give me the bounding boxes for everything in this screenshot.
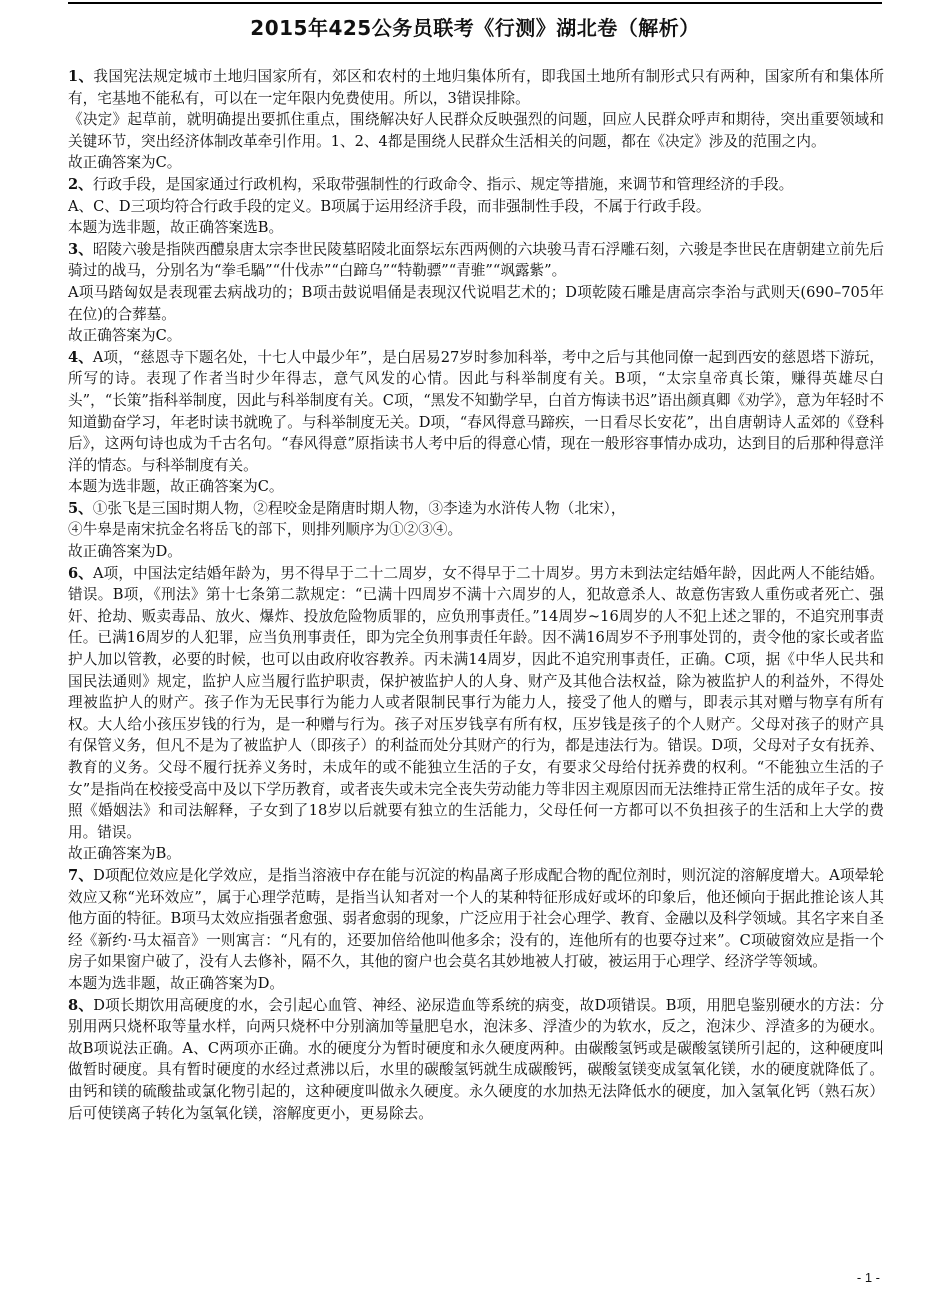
paragraph-text: A项，中国法定结婚年龄为，男不得早于二十二周岁，女不得早于二十周岁。男方未到法定结婚年龄，因此两人不能结婚。错误。B项，《刑法》第十七条第二款规定：“已满十四周岁不满十六周岁的人，犯故意杀人、故意伤害致人重伤或者死亡、强奸、抢劫、贩卖毒品、放火、爆炸、投放危险物质罪的，应负刑事责任。”14周岁~16周岁的人不犯上述之罪的，不追究刑事责任。已满16周岁的人犯罪，应当负刑事责任，即为完全负刑事责任年龄。因不满16周岁不予刑事处罚的，责令他的家长或者监护人加以管教，必要的时候，也可以由政府收容教养。丙未满14周岁，因此不追究刑事责任，正确。C项，据《中华人民共和国民法通则》规定，监护人应当履行监护职责，保护被监护人的人身、财产及其他合法权益，除为被监护人的利益外，不得处理被监护人的财产。孩子作为无民事行为能力人或者限制民事行为能力人，接受了他人的赠与，即表示其对赠与物享有所有权。大人给小孩压岁钱的行为，是一种赠与行为。孩子对压岁钱享有所有权，压岁钱是孩子的个人财产。父母对孩子的财产具有保管义务，但凡不是为了被监护人（即孩子）的利益而处分其财产的行为，都是违法行为。错误。D项，父母对子女有抚养、教育的义务。父母不履行抚养义务时，未成年的或不能独立生活的子女，有要求父母给付抚养费的权利。“不能独立生活的子女”是指尚在校接受高中及以下学历教育，或者丧失或未完全丧失劳动能力等非因主观原因而无法维持正常生活的成年子女。按照《婚姻法》和司法解释，子女到了18岁以后就要有独立的生活能力，父母任何一方都可以不负担孩子的生活和上大学的费用。错误。 [68,564,884,841]
paragraph-text: 故正确答案为C。 [68,154,182,172]
paragraph-text: A项马踏匈奴是表现霍去病战功的；B项击鼓说唱俑是表现汉代说唱艺术的；D项乾陵石雕是唐高宗李治与武则天(690–705年在位)的合葬墓。 [68,283,884,323]
answer-paragraph [68,282,884,325]
question-paragraph [68,174,884,196]
paragraph-text: 我国宪法规定城市土地归国家所有，郊区和农村的土地归集体所有，即我国土地所有制形式只有两种，国家所有和集体所有，宅基地不能私有，可以在一定年限内免费使用。所以，3错误排除。 [68,68,884,107]
question-number: 7、 [68,866,94,884]
question-paragraph [68,498,884,520]
answer-paragraph [68,519,884,541]
paragraph-text: 故正确答案为C。 [68,327,182,345]
question-number: 5、 [68,499,93,517]
answer-paragraph [68,325,884,347]
paragraph-text: 故正确答案为B。 [68,845,181,863]
paragraph-text: 行政手段，是国家通过行政机构，采取带强制性的行政命令、指示、规定等措施，来调节和管理经济的手段。 [92,175,794,193]
paragraph-text: 昭陵六骏是指陕西醴泉唐太宗李世民陵墓昭陵北面祭坛东西两侧的六块骏马青石浮雕石刻，六骏是李世民在唐朝建立前先后骑过的战马，分别名为“拳毛騧”“什伐赤”“白蹄乌”“特勒骠”“青骓”“飒露紫”。 [68,240,884,280]
paragraph-text: 《决定》起草前，就明确提出要抓住重点，围绕解决好人民群众反映强烈的问题，回应人民群众呼声和期待，突出重要领域和关键环节，突出经济体制改革牵引作用。1、2、4都是围绕人民群众生活相关的问题，都在《决定》涉及的范围之内。 [68,111,884,150]
question-number: 1、 [68,68,94,85]
question-number: 3、 [68,240,93,258]
question-paragraph [68,995,884,1125]
answer-paragraph [68,109,884,152]
paragraph-text: ①张飞是三国时期人物，②程咬金是隋唐时期人物，③李逵为水浒传人物（北宋）， [92,499,626,517]
answer-paragraph [68,843,884,865]
page-number: - 1 - [856,1270,880,1285]
document-body [68,66,884,1124]
paragraph-text: 本题为选非题，故正确答案为D。 [68,974,285,992]
answer-paragraph [68,196,884,218]
answer-paragraph [68,152,884,174]
paragraph-text: A项，“慈恩寺下题名处，十七人中最少年”，是白居易27岁时参加科举，考中之后与其他同僚一起到西安的慈恩塔下游玩，所写的诗。表现了作者当时少年得志，意气风发的心情。因此与科举制度有关。B项，“太宗皇帝真长策，赚得英雄尽白头”，“长策”指科举制度，因此与科举制度有关。C项，“黑发不知勤学早，白首方悔读书迟”语出颜真卿《劝学》，意为年轻时不知道勤奋学习，年老时读书就晚了。与科举制度无关。D项，“春风得意马蹄疾，一日看尽长安花”，出自唐朝诗人孟郊的《登科后》，这两句诗也成为千古名句。“春风得意”原指读书人考中后的得意心情，现在一般形容事情办成功，达到目的后那种得意洋洋的情态。与科举制度有关。 [68,348,884,474]
answer-paragraph [68,476,884,498]
question-number: 2、 [68,175,93,193]
answer-paragraph [68,541,884,563]
page-title: 2015年425公务员联考《行测》湖北卷（解析） [250,16,700,40]
question-paragraph [68,66,884,109]
paragraph-text: 故正确答案为D。 [68,543,182,561]
paragraph-text: D项配位效应是化学效应，是指当溶液中存在能与沉淀的构晶离子形成配合物的配位剂时，则沉淀的溶解度增大。A项晕轮效应又称“光环效应”，属于心理学范畴，是指当认知者对一个人的某种特征形成好或坏的印象后，他还倾向于据此推论该人其他方面的特征。B项马太效应指强者愈强、弱者愈弱的现象，广泛应用于社会心理学、教育、金融以及科学领域。其名字来自圣经《新约·马太福音》一则寓言：“凡有的，还要加倍给他叫他多余；没有的，连他所有的也要夺过来”。C项破窗效应是指一个房子如果窗户破了，没有人去修补，隔不久，其他的窗户也会莫名其妙地被人打破，被运用于心理学、经济学等领域。 [68,866,885,971]
question-number: 6、 [68,564,94,582]
paragraph-text: ④牛皋是南宋抗金名将岳飞的部下，则排列顺序为①②③④。 [68,521,463,539]
question-number: 4、 [68,348,93,366]
paragraph-text: A、C、D三项均符合行政手段的定义。B项属于运用经济手段，而非强制性手段，不属于行政手段。 [68,197,711,215]
paragraph-text: D项长期饮用高硬度的水，会引起心血管、神经、泌尿造血等系统的病变，故D项错误。B项，用肥皂鉴别硬水的方法：分别用两只烧杯取等量水样，向两只烧杯中分别滴加等量肥皂水，泡沫多、浮渣少的为软水，反之，泡沫少、浮渣多的为硬水。故B项说法正确。A、C两项亦正确。水的硬度分为暂时硬度和永久硬度两种。由碳酸氢钙或是碳酸氢镁所引起的，这种硬度叫做暂时硬度。具有暂时硬度的水经过煮沸以后，水里的碳酸氢钙就生成碳酸钙，碳酸氢镁变成氢氧化镁，水的硬度就降低了。由钙和镁的硫酸盐或氯化物引起的，这种硬度叫做永久硬度。永久硬度的水加热无法降低水的硬度，加入氢氧化钙（熟石灰）后可使镁离子转化为氢氧化镁，溶解度更小，更易除去。 [68,996,884,1122]
answer-paragraph [68,217,884,239]
header-rule [68,2,882,4]
answer-paragraph [68,973,884,995]
question-paragraph [68,865,884,973]
paragraph-text: 本题为选非题，故正确答案为C。 [68,478,284,496]
question-number: 8、 [68,996,94,1014]
question-paragraph [68,563,884,844]
question-paragraph [68,239,884,282]
question-paragraph [68,347,884,477]
paragraph-text: 本题为选非题，故正确答案选B。 [68,219,284,237]
